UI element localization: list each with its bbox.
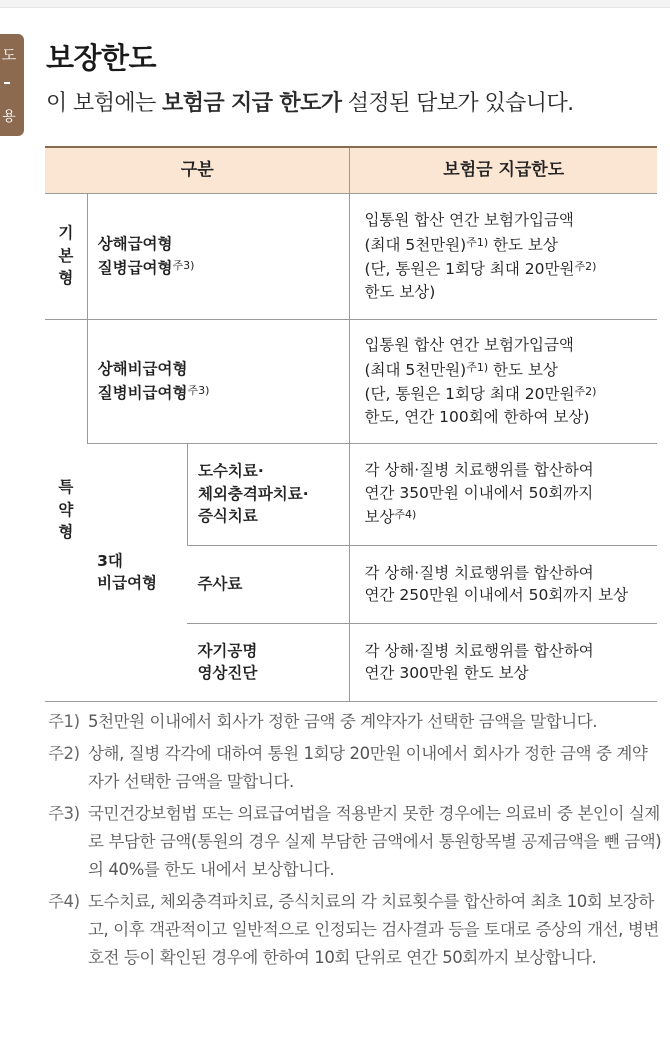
sub-line: 자기공명: [197, 641, 258, 660]
desc-line: 한도 보상): [364, 282, 436, 301]
desc-line: 연간 350만원 이내에서 50회까지: [364, 483, 594, 502]
type-nonpay-line2: 질병비급여형$^{주3)}$: [97, 384, 210, 402]
side-tab-separator: [4, 82, 10, 84]
desc-line: (최대 5천만원)$^{주1)}$ 한도 보상: [364, 360, 558, 379]
type-basic-line2: 질병급여형$^{주3)}$: [97, 259, 195, 277]
sub-mri: [187, 623, 350, 701]
side-tab-bottom-text: 용: [2, 109, 16, 125]
footnote-4: [48, 888, 662, 972]
desc-nonpay: [350, 319, 657, 443]
desc-manual-therapy: [350, 443, 657, 545]
group-label-basic: 기 본 형: [45, 193, 87, 319]
table-row-three-1: [45, 443, 657, 545]
table-row-basic: [45, 193, 657, 319]
sub-line: 증식치료: [197, 507, 258, 526]
side-tab[interactable]: [0, 34, 24, 136]
footnote-text: 5천만원 이내에서 회사가 정한 금액 중 계약자가 선택한 금액을 말합니다.: [88, 712, 598, 731]
type-three-line2: 비급여형: [97, 574, 158, 592]
group-label-special: 특 약 형: [45, 319, 87, 701]
desc-line: 각 상해·질병 치료행위를 합산하여: [364, 641, 594, 660]
type-three-line1: 3대: [97, 551, 123, 570]
footnotes: [48, 708, 662, 976]
desc-line: (단, 통원은 1회당 최대 20만원$^{주2)}$: [364, 260, 597, 278]
footnote-3: [48, 800, 662, 884]
type-three-nonpay: [87, 443, 187, 701]
sub-injection: [187, 545, 350, 623]
type-basic-line1: 상해급여형: [97, 234, 173, 253]
desc-line: 각 상해·질병 치료행위를 합산하여: [364, 563, 594, 582]
table-header-row: [45, 147, 657, 193]
header-category: 구분: [45, 147, 350, 193]
footnote-text: 도수치료, 체외충격파치료, 증식치료의 각 치료횟수를 합산하여 최초 10회 보장하고, 이후 객관적이고 일반적으로 인정되는 검사결과 등을 토대로 증상의 개선, 병변호전 등이 확인된 경우에 한하여 10회 단위로 연간 50회까지 보상합니다.: [88, 892, 659, 967]
type-nonpay: [87, 319, 350, 443]
sub-manual-therapy: [187, 443, 350, 545]
subtitle-post: 설정된 담보가 있습니다.: [341, 91, 574, 116]
side-tab-top-text: 도: [1, 46, 17, 64]
note-ref: 주4): [394, 508, 417, 522]
desc-line: 입통원 합산 연간 보험가입금액: [364, 336, 574, 354]
coverage-limit-table: [45, 146, 657, 702]
footnote-2: [48, 740, 662, 796]
desc-mri: [350, 623, 657, 701]
desc-line: 입통원 합산 연간 보험가입금액: [364, 211, 574, 229]
sub-line: 주사료: [197, 574, 243, 593]
footnote-1: [48, 708, 662, 736]
note-ref: 주3): [172, 259, 195, 272]
note-ref: 주1): [466, 360, 489, 374]
sub-line: 도수치료·: [197, 462, 264, 481]
table-row-nonpay: [45, 319, 657, 443]
desc-line: 연간 250만원 이내에서 50회까지 보상: [364, 586, 629, 604]
note-ref: 주2): [574, 385, 597, 398]
desc-line: 한도, 연간 100회에 한하여 보상): [364, 407, 590, 426]
footnote-label: 주3): [48, 804, 80, 823]
footnote-label: 주1): [48, 712, 80, 731]
type-nonpay-line1: 상해비급여형: [97, 359, 188, 378]
desc-line: (최대 5천만원)$^{주1)}$ 한도 보상: [364, 235, 558, 254]
footnote-text: 상해, 질병 각각에 대하여 통원 1회당 20만원 이내에서 회사가 정한 금액 중 계약자가 선택한 금액을 말합니다.: [88, 744, 648, 791]
header-payout-limit: 보험금 지급한도: [350, 147, 657, 193]
top-divider: [0, 0, 670, 8]
desc-line: 연간 300만원 한도 보상: [364, 664, 529, 682]
note-ref: 주1): [466, 235, 489, 249]
desc-line: 보상$^{주4)}$: [364, 508, 417, 527]
subtitle-bold: 보험금 지급 한도가: [162, 91, 342, 116]
desc-line: (단, 통원은 1회당 최대 20만원$^{주2)}$: [364, 385, 597, 403]
footnote-label: 주4): [48, 892, 80, 911]
sub-line: 영상진단: [197, 664, 258, 682]
type-basic: [87, 193, 350, 319]
desc-line: 각 상해·질병 치료행위를 합산하여: [364, 461, 594, 480]
footnote-text: 국민건강보험법 또는 의료급여법을 적용받지 못한 경우에는 의료비 중 본인이 실제로 부담한 금액(통원의 경우 실제 부담한 금액에서 통원항목별 공제금액을 뺀 금액)의 40%를 한도 내에서 보상합니다.: [88, 804, 662, 879]
sub-line: 체외충격파치료·: [197, 484, 309, 503]
note-ref: 주2): [574, 260, 597, 273]
footnote-label: 주2): [48, 744, 80, 763]
note-ref: 주3): [187, 384, 210, 397]
subtitle-pre: 이 보험에는: [46, 91, 163, 116]
page-title: 보장한도: [46, 41, 157, 75]
desc-basic: [350, 193, 657, 319]
page-subtitle: [46, 86, 573, 117]
desc-injection: [350, 545, 657, 623]
